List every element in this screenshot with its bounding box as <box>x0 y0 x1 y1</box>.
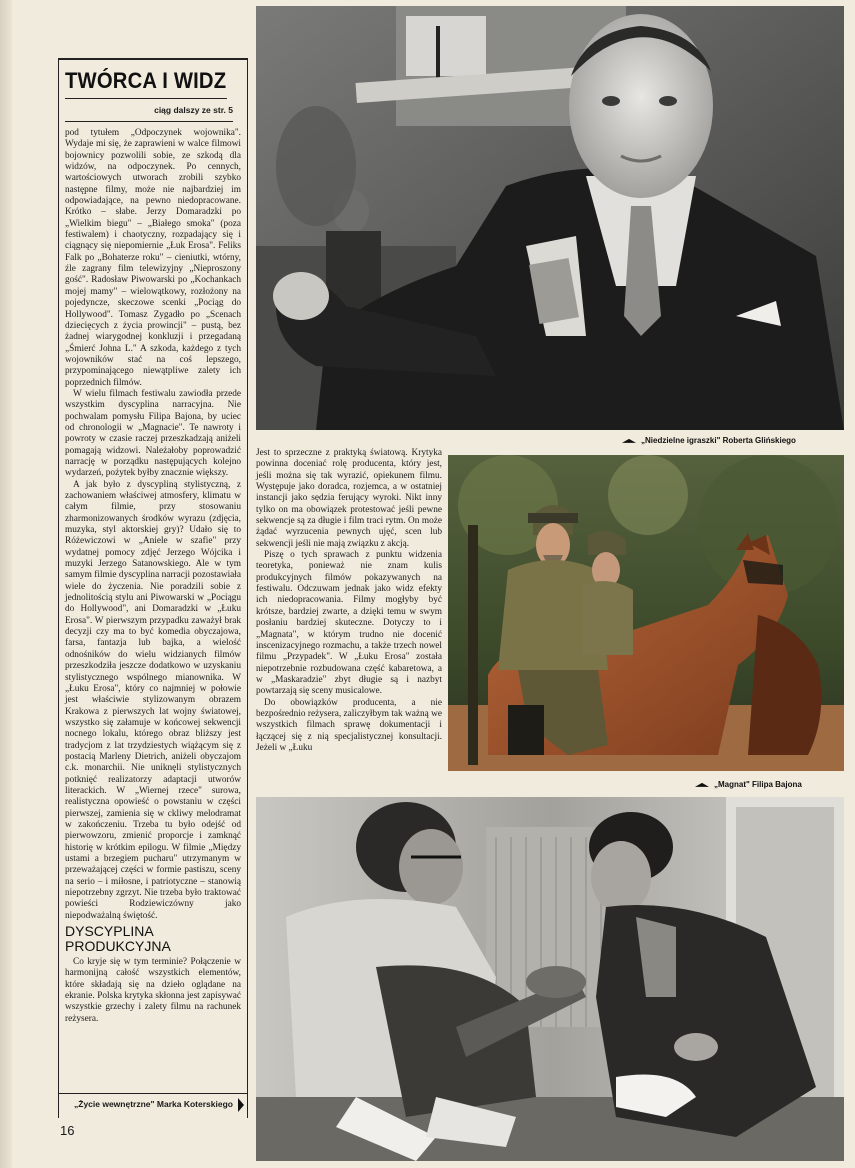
paragraph: Do obowiązków producenta, a nie bezpośrednio reżysera, zaliczyłbym tak ważną we wszystkich filmach sprawę dokumentacji i łączącej się z nią specjalistycznej konsultacji. Jeżeli w „Łuku <box>256 697 442 753</box>
paragraph: W wielu filmach festiwalu zawiodła przede wszystkim dyscyplina narracyjna. Nie pochwalam pomysłu Filipa Bajona, by uciec od chronologii w „Magnacie". Te nawroty i powroty w czasie raczej przeszkadzają aniżeli pomagają widzowi. Należałoby poprowadzić narrację w porządku następujących kolejno wydarzeń, pożytek byłby znacznie większy. <box>65 388 241 479</box>
paragraph: A jak było z dyscypliną stylistyczną, z zachowaniem właściwej atmosfery, klimatu w całym filmie, przy stosowaniu zharmonizowanych środków wyrazu (zdjęcia, muzyka, styl aktorskiej gry)? Udało się to Różewiczowi w „Aniele w szafie" przy wydatnej pomocy zdjęć Jerzego Wójcika i muzyki Jerzego Satanowskiego. Ale w tym samym filmie dyscyplina narracji pozostawiała wiele do życzenia. Nie poradzili sobie z jednolitością stylu ani Piwowarski w „Pociągu do Hollywood", ani Domaradzki w „Łuku Erosa". W pierwszym przypadku zaważył brak decyzji czy ma to być komedia obyczajowa, farsa, fantazja lub bajka, a wielość odnośników do wielu widzianych filmów przeszkodziła jeszcze dodatkowo w uzyskaniu stylistycznego wspólnego mianownika. W „Łuku Erosa", który co najmniej w połowie jest właściwie stylizowanym obrazem Krakowa z pierwszych lat wojny światowej, wszystko się załamuje w końcowej sekwencji nocnego lokalu, którego obraz bliższy jest tradycjom z lat trzydziestych wiążącym się z postacią Marleny Dietrich, aniżeli obyczajom c.k. monarchii. Nie uniknęli stylistycznych potknięć realizatorzy adaptacji utworów literackich. W „Wiernej rzece" surowa, realistyczna opowieść o powstaniu w części pierwszej, zamienia się w ckliwy melodramat w zakończeniu. Trzeba tu było odejść od pierwowzoru, zmienić proporcje i zamknąć historię w krótkim epilogu. W filmie „Między ustami a brzegiem pucharu" utrzymanym w przeważającej części w formie pastiszu, sceny na serio – i miłosne, i patriotyczne – stanowią niepotrzebny zgrzyt. Nie trzeba było traktować powieści Rodziewiczówny jako niepodważalną świętość. <box>65 479 241 921</box>
caption-marker-icon <box>695 783 709 787</box>
middle-text-column <box>256 448 442 790</box>
photo1-caption <box>622 436 796 445</box>
caption-arrow-icon <box>238 1098 244 1112</box>
photo-zycie-wewnetrzne <box>256 797 844 1161</box>
photo2-image <box>448 455 844 771</box>
photo1-image <box>256 6 844 430</box>
paragraph: Jest to sprzeczne z praktyką światową. Krytyka powinna doceniać rolę producenta, który jest, jeśli można się tak wyrazić, opiekunem filmu. Występuje jako doradca, rozjemca, a w ostatniej instancji jako sędzia ferujący wyroki. Nikt inny tylko on ma obowiązek protestować jeśli pewne sekwencje są za długie i film traci rytm. On może żądać wyrzucenia pewnych ujęć, scen lub sekwencji jeśli nie mają związku z akcją. <box>256 448 442 549</box>
article-title: TWÓRCA I WIDZ <box>65 68 227 99</box>
continued-note: ciąg dalszy ze str. 5 <box>65 105 233 122</box>
left-column-body <box>65 128 241 1025</box>
photo-boy-niedzielne-igraszki <box>256 6 844 430</box>
photo3-caption <box>58 1093 248 1115</box>
photo3-image <box>256 797 844 1161</box>
section-subheading: DYSCYPLINA PRODUKCYJNA <box>65 923 171 955</box>
photo2-caption-text: „Magnat" Filipa Bajona <box>714 780 802 789</box>
left-text-column <box>58 58 248 1118</box>
page-number: 16 <box>60 1123 75 1138</box>
paragraph: Co kryje się w tym terminie? Połączenie w harmonijną całość wszystkich elementów, które składają się na dzieło oglądane na ekranie. Polska krytyka skłonna jest zapisywać wszystkie grzechy i zalety filmu na rachunek reżysera. <box>65 957 241 1024</box>
photo3-caption-text: „Życie wewnętrzne" Marka Koterskiego <box>74 1099 233 1109</box>
page-margin <box>0 0 12 1168</box>
photo1-caption-text: „Niedzielne igraszki" Roberta Glińskiego <box>641 436 796 445</box>
caption-marker-icon <box>622 439 636 443</box>
paragraph: Piszę o tych sprawach z punktu widzenia teoretyka, ponieważ nie znam kulis produkcyjnych filmów pokazywanych na festiwalu. Odczuwam jednak jako widz efekty ich niedopracowania. Filmy mogłyby być krótsze, bardziej zwarte, a dzięki temu w swym posłaniu bardziej skuteczne. Dotyczy to i „Magnata", w którym trudno nie docenić inscenizacyjnego rozmachu, a także trzech nowel filmu „Przypadek". W „Łuku Erosa" została niepotrzebnie rozbudowana część kabaretowa, a w „Maskaradzie" zbyt długie są i nazbyt powtarzają się sceny musicalowe. <box>256 550 442 697</box>
paragraph: pod tytułem „Odpoczynek wojownika". Wydaje mi się, że zaprawieni w walce filmowi bojownicy pozwolili sobie, ze szkodą dla widzów, na odpoczynek. Po cennych, wartościowych utworach zrobili szybko następne filmy, może nie najbardziej im odpowiadające, na pewno niedopracowane. Krótko – słabe. Jerzy Domaradzki po „Wielkim biegu" – „Białego smoka" (poza festiwalem) i chaotyczny, rozpadający się i ciągnący się niepomiernie „Łuk Erosa". Feliks Falk po „Bohaterze roku" – cieniutki, wtórny, źle zagrany film telewizyjny „Nieproszony gość". Radosław Piwowarski po „Kochankach mojej mamy" – wielowątkowy, rozłożony na pojedyncze, skeczowe scenki „Pociąg do Hollywood". Tomasz Zygadło po „Scenach dziecięcych z życia prowincji" – pustą, bez żadnej wiarygodnej konkluzji i przegadaną „Śmierć Johna L." A szkoda, każdego z tych wojowników stać na coś lepszego, przypominającego niewątpliwe zalety ich poprzednich filmów. <box>65 128 241 388</box>
photo2-caption <box>695 780 802 789</box>
photo-magnat-horse <box>448 455 844 771</box>
